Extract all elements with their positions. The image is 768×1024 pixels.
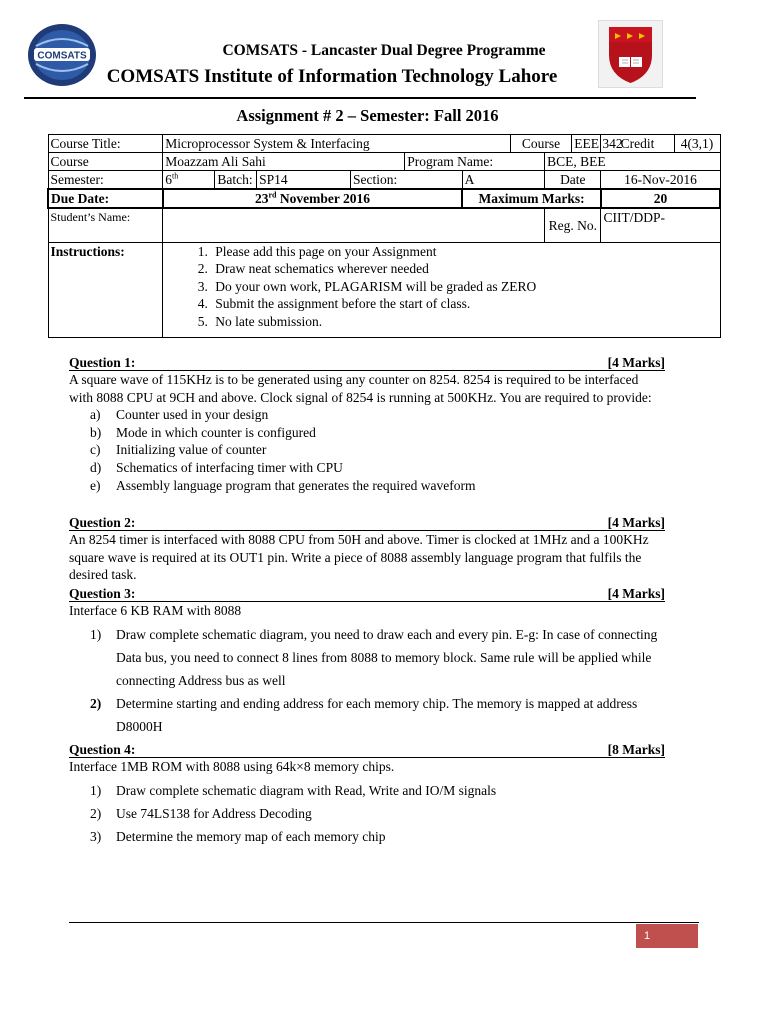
question-2-text: An 8254 timer is interfaced with 8088 CPU from 50H and above. Timer is clocked at 1MHz and a 100KHz square wave is required at its OUT1 pin. Write a piece of 8088 assembly language program that fulfils the desired task.	[69, 532, 649, 583]
list-item: 2) Use 74LS138 for Address Decoding	[90, 805, 312, 821]
institute-heading: COMSATS Institute of Information Technology Lahore	[106, 66, 558, 87]
instructor-label: Course	[48, 153, 163, 171]
course-title-value: Microprocessor System & Interfacing	[163, 135, 510, 153]
assignment-title: Assignment # 2 – Semester: Fall 2016	[236, 106, 499, 125]
list-item: 1) Draw complete schematic diagram, you need to draw each and every pin. E-g: In case of connecting Data bus, you need to connect 8 lines from 8088 to memory block. Same rule will be applied while connecting Address bus as well	[90, 626, 658, 688]
max-marks-value: 20	[601, 189, 720, 208]
instruction-item: 5. No late submission.	[211, 313, 717, 331]
instructions-label: Instructions:	[48, 242, 163, 337]
question-1-header	[69, 355, 665, 371]
section-value: A	[462, 171, 544, 190]
question-3	[69, 586, 665, 738]
program-label: Program Name:	[405, 153, 545, 171]
footer-divider	[69, 922, 699, 923]
date-label: Date	[545, 171, 601, 190]
question-1	[69, 355, 665, 494]
credit-value: 4(3,1)	[674, 135, 720, 153]
instructions-cell	[163, 242, 720, 337]
list-item: 2) Determine starting and ending address for each memory chip. The memory is mapped at address D8000H	[90, 695, 638, 734]
page-number: 1	[636, 924, 698, 948]
batch-value: SP14	[257, 171, 351, 190]
reg-no-field[interactable]: CIIT/DDP-	[601, 208, 720, 242]
row-course-title	[48, 135, 720, 153]
list-item: a) Counter used in your design	[90, 407, 269, 423]
max-marks-label: Maximum Marks:	[462, 189, 601, 208]
question-4-title: Question 4:	[69, 742, 136, 757]
row-student	[48, 208, 720, 242]
batch-label: Batch:	[215, 171, 257, 190]
list-item: e) Assembly language program that generates the required waveform	[90, 477, 476, 493]
row-semester	[48, 171, 720, 190]
logo-text: COMSATS	[37, 50, 87, 62]
row-due-date	[48, 189, 720, 208]
question-4	[69, 742, 665, 848]
list-item: c) Initializing value of counter	[90, 442, 267, 458]
reg-no-label: Reg. No.	[545, 208, 601, 242]
question-3-title: Question 3:	[69, 586, 136, 601]
list-item: 3) Determine the memory map of each memory chip	[90, 828, 386, 844]
question-3-items	[69, 623, 665, 738]
list-item: 1) Draw complete schematic diagram with Read, Write and IO/M signals	[90, 782, 497, 798]
row-instructor	[48, 153, 720, 171]
question-1-marks: [4 Marks]	[607, 355, 665, 370]
question-4-marks: [8 Marks]	[607, 742, 665, 757]
instructions-list	[165, 243, 717, 331]
instruction-item: 3. Do your own work, PLAGARISM will be graded as ZERO	[211, 278, 717, 296]
course-title-label: Course Title:	[48, 135, 163, 153]
semester-label: Semester:	[48, 171, 163, 190]
list-item: d) Schematics of interfacing timer with CPU	[90, 459, 343, 475]
question-1-text: A square wave of 115KHz is to be generated using any counter on 8254. 8254 is required to be interfaced with 8088 CPU at 9CH and above. Clock signal of 8254 is running at 500KHz. You are required to provide:	[69, 372, 652, 405]
course-code-value: EEE 342	[572, 135, 601, 153]
course-info-table	[47, 134, 721, 338]
question-1-title: Question 1:	[69, 355, 136, 370]
question-3-marks: [4 Marks]	[607, 586, 665, 601]
question-1-items	[69, 406, 665, 494]
instruction-item: 4. Submit the assignment before the start of class.	[211, 295, 717, 313]
question-3-text: Interface 6 KB RAM with 8088	[69, 603, 242, 618]
program-value: BCE, BEE	[545, 153, 720, 171]
student-name-field[interactable]	[163, 208, 545, 242]
semester-value: 6th	[163, 171, 215, 190]
programme-heading: COMSATS - Lancaster Dual Degree Programme	[222, 42, 546, 59]
question-4-text: Interface 1MB ROM with 8088 using 64k×8 memory chips.	[69, 759, 395, 774]
due-date-value: 23rd November 2016	[163, 189, 462, 208]
instruction-item: 2. Draw neat schematics wherever needed	[211, 260, 717, 278]
row-instructions	[48, 242, 720, 337]
student-name-label: Student’s Name:	[48, 208, 163, 242]
list-item: b) Mode in which counter is configured	[90, 424, 316, 440]
question-3-header	[69, 586, 665, 602]
question-4-items	[69, 779, 665, 848]
credit-label: Credit	[601, 135, 674, 153]
due-date-label: Due Date:	[48, 189, 163, 208]
question-4-header	[69, 742, 665, 758]
question-2-title: Question 2:	[69, 515, 136, 530]
header-divider	[24, 97, 696, 99]
instruction-item: 1. Please add this page on your Assignment	[211, 243, 717, 261]
question-2-header	[69, 515, 665, 531]
date-value: 16-Nov-2016	[601, 171, 720, 190]
section-label: Section:	[351, 171, 463, 190]
question-2-marks: [4 Marks]	[607, 515, 665, 530]
course-code-label: Course	[510, 135, 572, 153]
question-2	[69, 515, 665, 584]
instructor-value: Moazzam Ali Sahi	[163, 153, 405, 171]
